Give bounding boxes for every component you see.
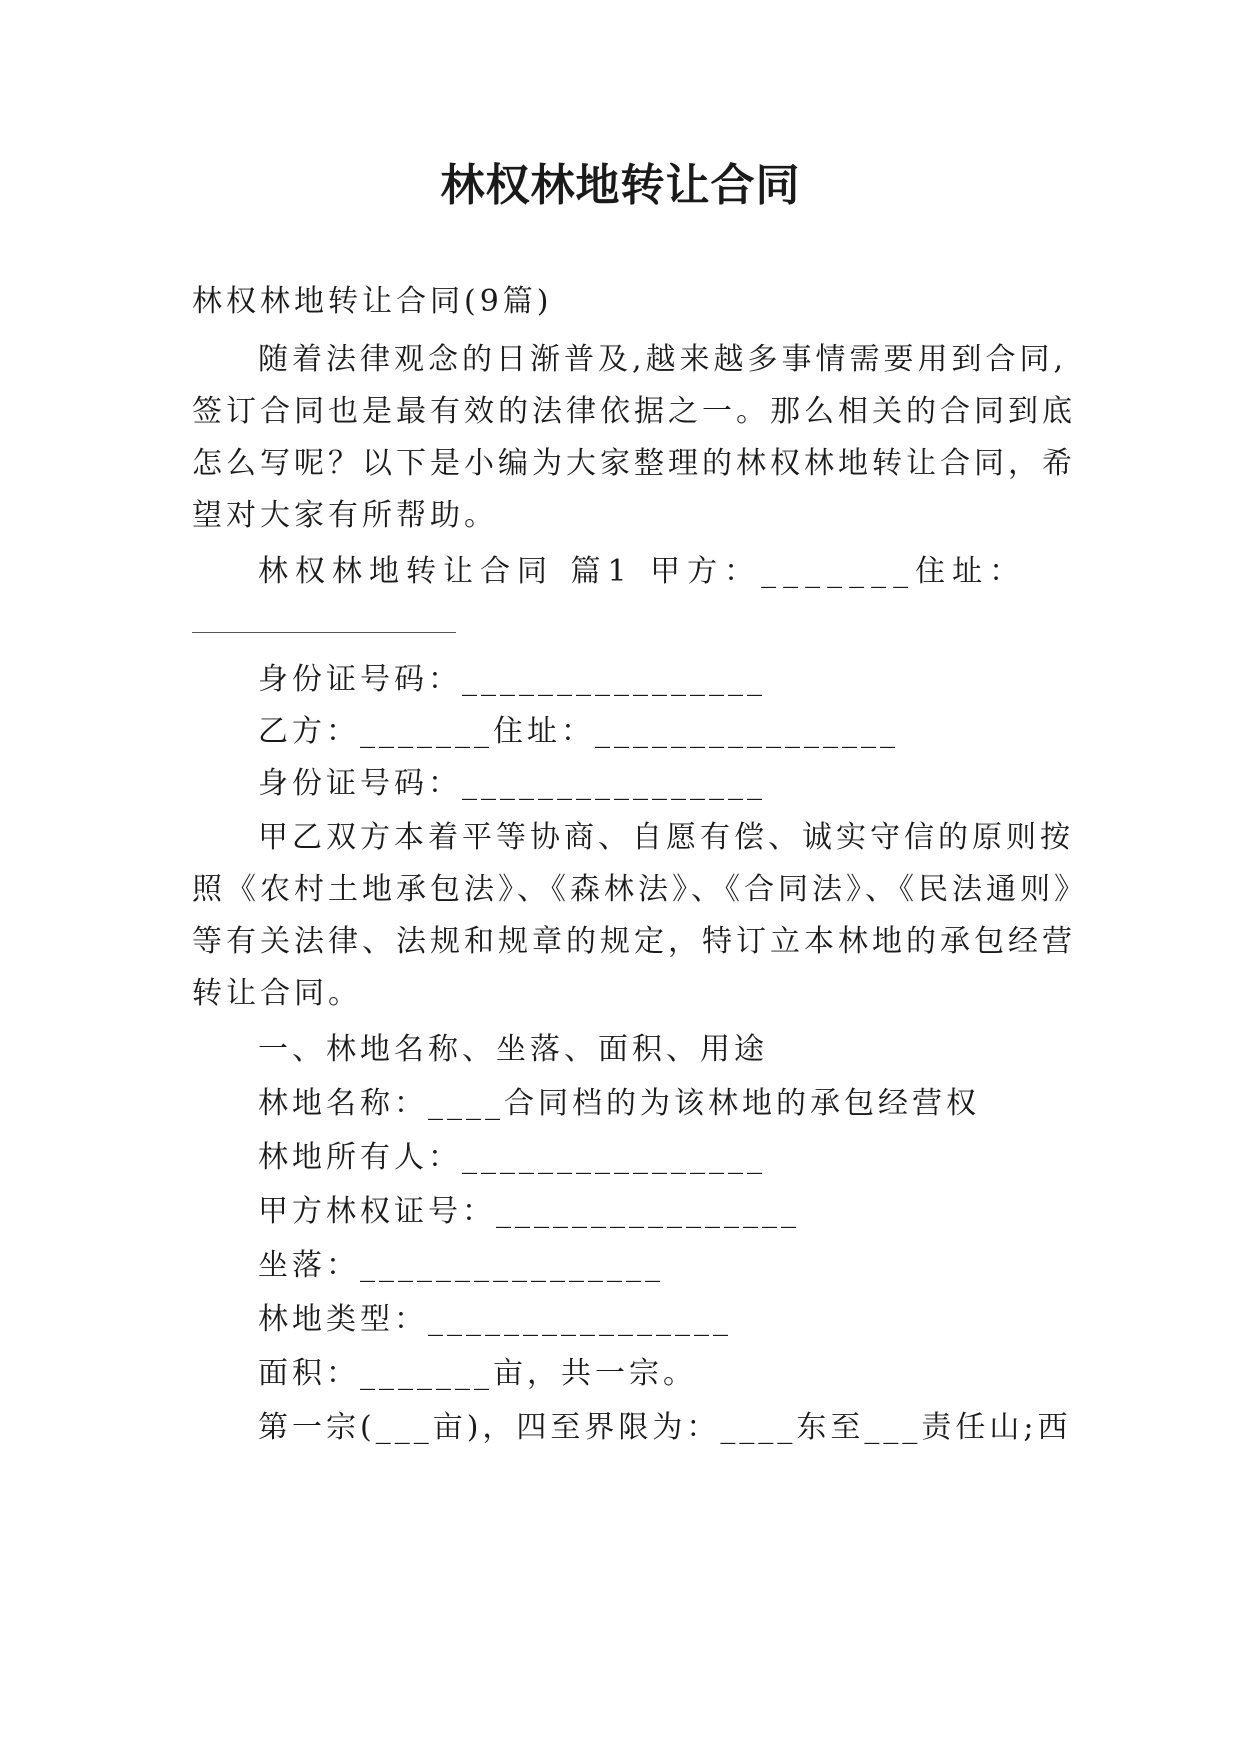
address-blank-rule [192, 632, 456, 633]
party-b-id-line: 身份证号码：________________ [258, 766, 766, 801]
section-heading-line: 林权林地转让合同 篇1 甲方：_______住址： [258, 554, 1027, 589]
party-b-line: 乙方：_______住址：________________ [258, 714, 899, 749]
intro-line-4: 望对大家有所帮助。 [192, 498, 498, 533]
forest-type-line: 林地类型：________________ [258, 1302, 732, 1337]
body-line-2: 照《农村土地承包法》、《森林法》、《合同法》、《民法通则》 [192, 872, 1088, 907]
subtitle-line: 林权林地转让合同(9篇) [192, 284, 553, 319]
forest-owner-line: 林地所有人：________________ [258, 1140, 766, 1175]
location-line: 坐落：________________ [258, 1248, 664, 1283]
forest-cert-line: 甲方林权证号：________________ [258, 1194, 800, 1229]
intro-line-1: 随着法律观念的日渐普及,越来越多事情需要用到合同, [258, 342, 1068, 377]
body-line-3: 等有关法律、法规和规章的规定，特订立本林地的承包经营 [192, 924, 1076, 959]
intro-line-2: 签订合同也是最有效的法律依据之一。那么相关的合同到底 [192, 394, 1076, 429]
intro-line-3: 怎么写呢？以下是小编为大家整理的林权林地转让合同，希 [192, 446, 1076, 481]
document-title: 林权林地转让合同 [440, 160, 801, 211]
parcel-boundary-line: 第一宗(___亩)，四至界限为：____东至___责任山;西 [258, 1410, 1072, 1445]
forest-name-line: 林地名称：____合同档的为该林地的承包经营权 [258, 1086, 980, 1121]
body-line-4: 转让合同。 [192, 976, 362, 1011]
clause-heading-1: 一、林地名称、坐落、面积、用途 [258, 1032, 768, 1067]
area-line: 面积：_______亩，共一宗。 [258, 1356, 697, 1391]
party-a-id-line: 身份证号码：________________ [258, 662, 766, 697]
body-line-1: 甲乙双方本着平等协商、自愿有偿、诚实守信的原则按 [258, 820, 1074, 855]
